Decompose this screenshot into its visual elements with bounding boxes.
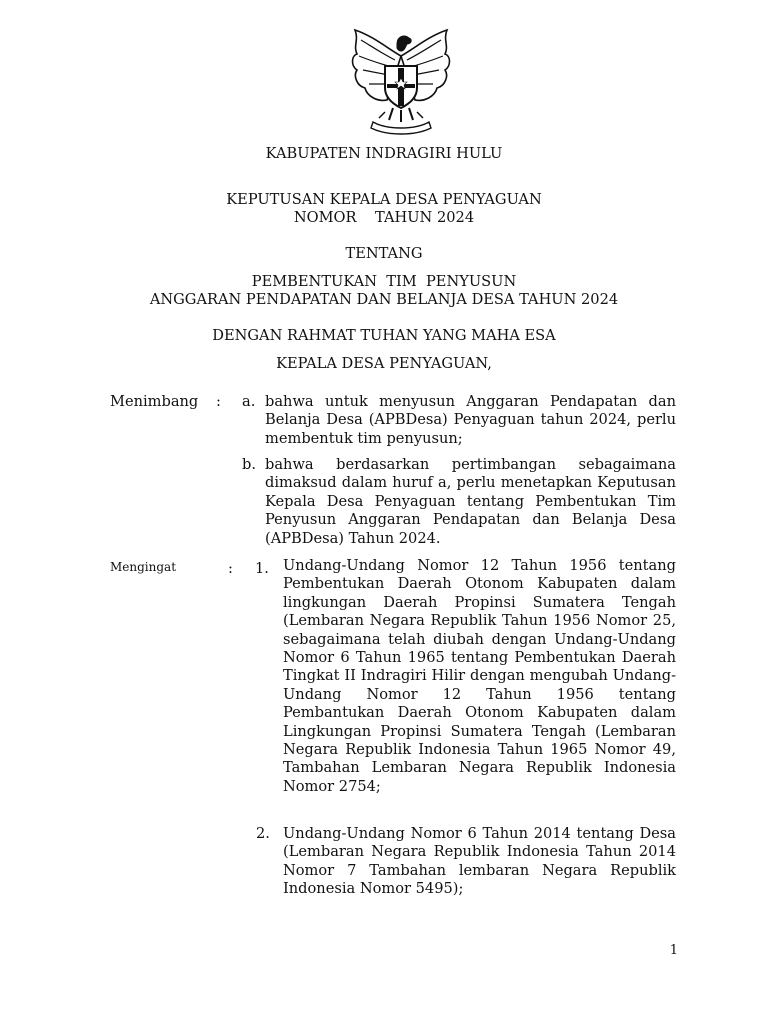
subject-line-1: PEMBENTUKAN TIM PENYUSUN [251,273,517,290]
menimbang-marker-b: b. [242,456,256,473]
menimbang-label: Menimbang [110,393,199,410]
mengingat-marker-2: 2. [256,825,270,842]
menimbang-marker-a: a. [242,393,256,410]
mengingat-marker-1: 1. [255,560,269,577]
regency-name: KABUPATEN INDRAGIRI HULU [265,145,503,162]
mengingat-colon: : [228,560,233,577]
about-heading: TENTANG [345,245,423,262]
mengingat-item-2: Undang-Undang Nomor 6 Tahun 2014 tentang Desa (Lembaran Negara Republik Indonesia Tahun 2014 Nomor 7 Tambahan lembaran Negara Republik Indonesia Nomor 5495); [283,825,676,898]
invocation: DENGAN RAHMAT TUHAN YANG MAHA ESA [212,327,556,344]
decree-title: KEPUTUSAN KEPALA DESA PENYAGUAN [226,191,542,208]
decree-number: NOMOR TAHUN 2024 [293,209,475,226]
subject-line-2: ANGGARAN PENDAPATAN DAN BELANJA DESA TAHUN 2024 [149,291,619,308]
menimbang-item-b: bahwa berdasarkan pertimbangan sebagaimana dimaksud dalam huruf a, perlu menetapkan Keputusan Kepala Desa Penyaguan tentang Pembentukan Tim Penyusun Anggaran Pendapatan dan Belanja Desa (APBDesa) Tahun 2024. [265,456,676,547]
menimbang-colon: : [216,393,221,410]
garuda-emblem-icon [343,26,459,138]
mengingat-item-1: Undang-Undang Nomor 12 Tahun 1956 tentang Pembentukan Daerah Otonom Kabupaten dalam lingkungan Daerah Propinsi Sumatera Tengah (Lembaran Negara Republik Tahun 1956 Nomor 25, sebagaimana telah diubah dengan Undang-Undang Nomor 6 Tahun 1965 tentang Pembentukan Daerah Tingkat II Indragiri Hilir dengan mengubah Undang-Undang Nomor 12 Tahun 1956 tentang Pembantukan Daerah Otonom Kabupaten dalam Lingkungan Propinsi Sumatera Tengah (Lembaran Negara Republik Indonesia Tahun 1965 Nomor 49, Tambahan Lembaran Negara Republik Indonesia Nomor 2754; [283,557,676,795]
menimbang-item-a: bahwa untuk menyusun Anggaran Pendapatan dan Belanja Desa (APBDesa) Penyaguan tahun 2024, perlu membentuk tim penyusun; [265,393,676,447]
issuer: KEPALA DESA PENYAGUAN, [276,355,492,372]
page-number: 1 [669,943,678,958]
mengingat-label: Mengingat [110,560,177,574]
